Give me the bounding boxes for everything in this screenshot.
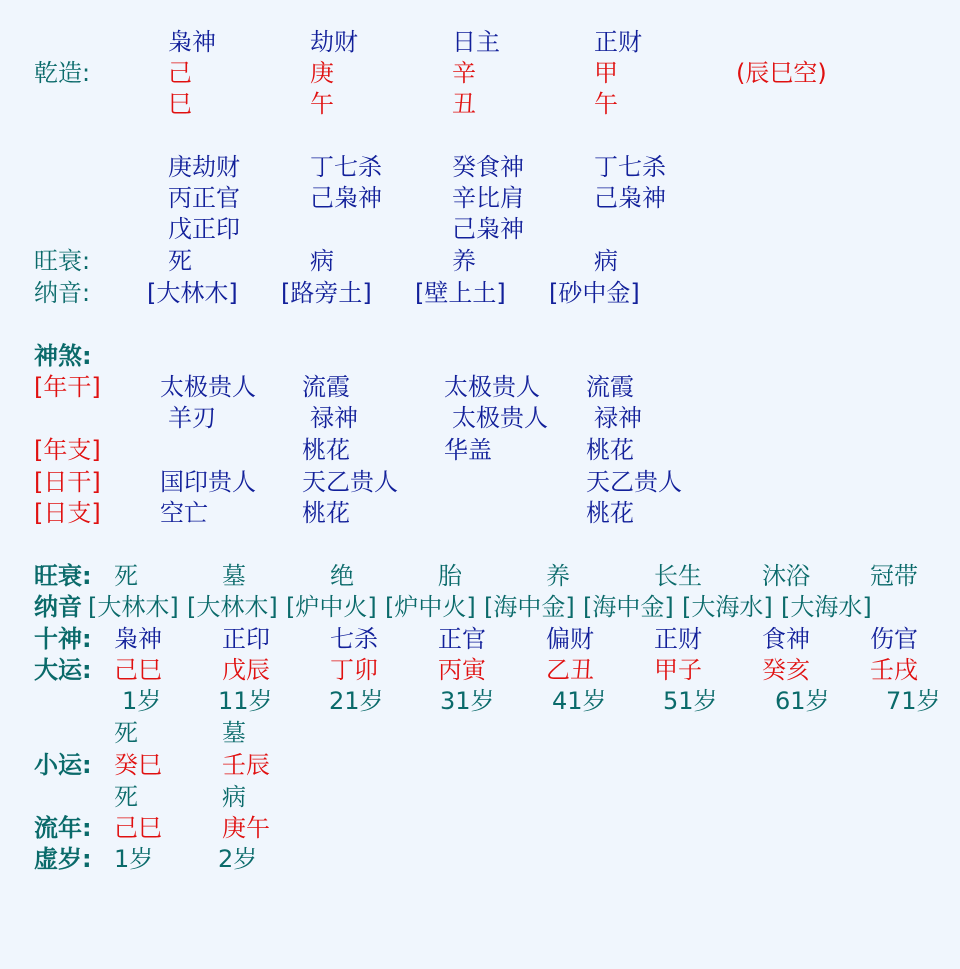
shensha-item: 国印贵人 (160, 468, 256, 496)
dayun-pillar: 癸亥 (762, 656, 810, 684)
dayun-wangshuai: 墓 (222, 562, 246, 590)
dayun-shishen: 正印 (222, 625, 270, 653)
dayun-nayin: [大海水] (682, 593, 773, 621)
dayun-shishen: 偏财 (546, 625, 594, 653)
ten-god-day: 日主 (452, 28, 500, 56)
shensha-title: 神煞: (34, 342, 92, 370)
dayun-shishen: 食神 (762, 625, 810, 653)
nayin-year: [大林木] (147, 279, 238, 307)
dayun-nayin-label: 纳音 (34, 593, 82, 621)
wangshuai-day: 养 (452, 247, 476, 275)
liunian-pillar: 己巳 (114, 814, 162, 842)
liunian-label: 流年: (34, 814, 92, 842)
dayun-wangshuai: 绝 (330, 562, 354, 590)
xiaoyun-pillar: 壬辰 (222, 751, 270, 779)
wangshuai-year: 死 (168, 247, 192, 275)
liunian-wangshuai: 死 (114, 783, 138, 811)
wangshuai-hour: 病 (594, 247, 618, 275)
hidden-month-1: 丁七杀 (310, 153, 382, 181)
shensha-item: 禄神 (310, 404, 358, 432)
qianzao-label: 乾造: (34, 59, 91, 87)
hidden-hour-1: 丁七杀 (594, 153, 666, 181)
nayin-month: [路旁土] (281, 279, 372, 307)
hidden-month-2: 己枭神 (310, 184, 382, 212)
dayun-nayin: [海中金] (484, 593, 575, 621)
dayun-pillar: 戊辰 (222, 656, 270, 684)
xusui-age: 2岁 (218, 845, 258, 873)
shensha-item: 桃花 (302, 499, 350, 527)
hidden-day-3: 己枭神 (452, 215, 524, 243)
dayun-pillar: 壬戌 (870, 656, 918, 684)
stem-hour: 甲 (594, 59, 618, 87)
shensha-row-label: [日干] (34, 468, 101, 496)
shensha-item: 空亡 (160, 499, 208, 527)
dayun-nayin: [大海水] (781, 593, 872, 621)
stem-month: 庚 (310, 59, 334, 87)
shensha-item: 羊刃 (168, 404, 216, 432)
liunian-wangshuai: 病 (222, 783, 246, 811)
dayun-label: 大运: (34, 656, 92, 684)
dayun-shishen: 七杀 (330, 625, 378, 653)
dayun-wangshuai: 冠带 (870, 562, 918, 590)
shensha-item: 太极贵人 (444, 373, 540, 401)
dayun-age: 51岁 (663, 687, 718, 715)
dayun-nayin: [大林木] (187, 593, 278, 621)
shensha-item: 流霞 (302, 373, 350, 401)
hidden-year-3: 戊正印 (168, 215, 240, 243)
dayun-shishen: 伤官 (870, 625, 918, 653)
dayun-wangshuai: 胎 (438, 562, 462, 590)
ten-god-year: 枭神 (168, 28, 216, 56)
wangshuai-label: 旺衰: (34, 247, 91, 275)
hidden-hour-2: 己枭神 (594, 184, 666, 212)
dayun-nayin: [海中金] (583, 593, 674, 621)
shensha-row-label: [年支] (34, 436, 101, 464)
shensha-item: 桃花 (586, 436, 634, 464)
dayun-nayin: [大林木] (88, 593, 179, 621)
dayun-nayin: [炉中火] (385, 593, 476, 621)
dayun-age: 41岁 (552, 687, 607, 715)
xiaoyun-label: 小运: (34, 751, 92, 779)
shensha-item: 华盖 (444, 436, 492, 464)
xusui-age: 1岁 (114, 845, 154, 873)
wangshuai-month: 病 (310, 247, 334, 275)
xusui-label: 虚岁: (34, 845, 92, 873)
dayun-shishen: 枭神 (114, 625, 162, 653)
dayun-age: 1岁 (122, 687, 162, 715)
dayun-pillar: 丙寅 (438, 656, 486, 684)
branch-year: 巳 (168, 90, 192, 118)
branch-day: 丑 (452, 90, 476, 118)
xiaoyun-wangshuai: 死 (114, 719, 138, 747)
shensha-item: 太极贵人 (160, 373, 256, 401)
shensha-item: 桃花 (586, 499, 634, 527)
liunian-pillar: 庚午 (222, 814, 270, 842)
dayun-pillar: 己巳 (114, 656, 162, 684)
nayin-day: [壁上土] (415, 279, 506, 307)
shensha-item: 天乙贵人 (302, 468, 398, 496)
dayun-shishen: 正官 (438, 625, 486, 653)
void-branches: (辰巳空) (736, 59, 827, 87)
shensha-row-label: [日支] (34, 499, 101, 527)
dayun-pillar: 丁卯 (330, 656, 378, 684)
dayun-wangshuai: 养 (546, 562, 570, 590)
hidden-day-1: 癸食神 (452, 153, 524, 181)
dayun-pillar: 乙丑 (546, 656, 594, 684)
xiaoyun-pillar: 癸巳 (114, 751, 162, 779)
dayun-nayin: [炉中火] (286, 593, 377, 621)
dayun-age: 21岁 (329, 687, 384, 715)
dayun-shishen: 正财 (654, 625, 702, 653)
shensha-item: 天乙贵人 (586, 468, 682, 496)
dayun-shishen-label: 十神: (34, 625, 92, 653)
dayun-age: 71岁 (886, 687, 941, 715)
dayun-wangshuai: 死 (114, 562, 138, 590)
shensha-item: 桃花 (302, 436, 350, 464)
nayin-hour: [砂中金] (549, 279, 640, 307)
hidden-day-2: 辛比肩 (452, 184, 524, 212)
dayun-wangshuai: 长生 (654, 562, 702, 590)
ten-god-month: 劫财 (310, 28, 358, 56)
ten-god-hour: 正财 (594, 28, 642, 56)
hidden-year-1: 庚劫财 (168, 153, 240, 181)
dayun-age: 61岁 (775, 687, 830, 715)
nayin-label: 纳音: (34, 279, 91, 307)
dayun-wangshuai: 沐浴 (762, 562, 810, 590)
shensha-item: 禄神 (594, 404, 642, 432)
shensha-item: 太极贵人 (452, 404, 548, 432)
shensha-row-label: [年干] (34, 373, 101, 401)
branch-hour: 午 (594, 90, 618, 118)
xiaoyun-wangshuai: 墓 (222, 719, 246, 747)
dayun-age: 11岁 (218, 687, 273, 715)
stem-year: 己 (168, 59, 192, 87)
branch-month: 午 (310, 90, 334, 118)
shensha-item: 流霞 (586, 373, 634, 401)
stem-day: 辛 (452, 59, 476, 87)
dayun-wangshuai-label: 旺衰: (34, 562, 92, 590)
dayun-age: 31岁 (440, 687, 495, 715)
dayun-pillar: 甲子 (654, 656, 702, 684)
hidden-year-2: 丙正官 (168, 184, 240, 212)
